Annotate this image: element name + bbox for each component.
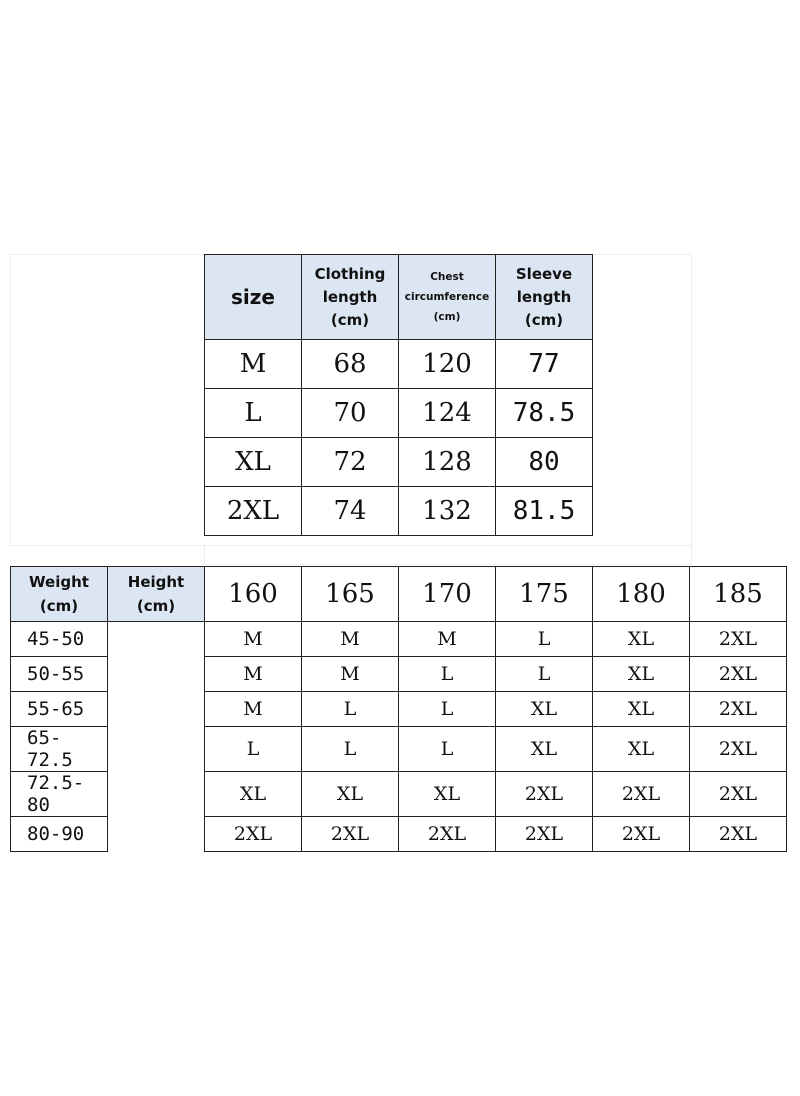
header-height-line2: (cm) [136, 597, 176, 615]
size-cell: M [205, 692, 302, 727]
size-cell: XL [205, 772, 302, 817]
header-chest [399, 255, 496, 340]
size-cell: L [205, 389, 302, 438]
chest-cell: 124 [399, 389, 496, 438]
size-cell: L [496, 657, 593, 692]
header-height-value: 180 [593, 567, 690, 622]
height-spacer-cell [108, 772, 205, 817]
size-cell: XL [593, 657, 690, 692]
size-row [205, 487, 593, 536]
size-chart-header-row [205, 255, 593, 340]
recommendation-row [11, 622, 787, 657]
length-cell: 68 [302, 340, 399, 389]
size-cell: L [302, 692, 399, 727]
recommendation-row [11, 817, 787, 852]
sleeve-cell: 78.5 [496, 389, 593, 438]
size-cell: M [302, 622, 399, 657]
header-weight [11, 567, 108, 622]
header-height-value: 165 [302, 567, 399, 622]
size-cell: 2XL [690, 622, 787, 657]
size-cell: 2XL [302, 817, 399, 852]
size-row [205, 438, 593, 487]
header-sleeve-line1: Sleeve [515, 264, 573, 283]
header-sleeve-length [496, 255, 593, 340]
length-cell: 74 [302, 487, 399, 536]
recommendation-header-row [11, 567, 787, 622]
weight-cell: 80-90 [11, 817, 108, 852]
height-spacer-cell [108, 817, 205, 852]
header-height-value: 160 [205, 567, 302, 622]
size-recommendation-table [10, 566, 787, 852]
header-sleeve-line3: (cm) [524, 310, 564, 329]
header-chest-line3: (cm) [433, 311, 461, 323]
size-cell: M [205, 340, 302, 389]
size-cell: 2XL [496, 772, 593, 817]
recommendation-row [11, 727, 787, 772]
size-cell: 2XL [690, 657, 787, 692]
weight-cell: 65-72.5 [11, 727, 108, 772]
header-sleeve-line2: length [516, 287, 572, 306]
height-spacer-cell [108, 692, 205, 727]
size-cell: XL [399, 772, 496, 817]
chest-cell: 132 [399, 487, 496, 536]
size-cell: 2XL [593, 772, 690, 817]
height-spacer-cell [108, 622, 205, 657]
size-cell: XL [496, 692, 593, 727]
weight-cell: 55-65 [11, 692, 108, 727]
header-height-value: 185 [690, 567, 787, 622]
header-clothing-length-line1: Clothing [314, 264, 386, 283]
size-cell: 2XL [593, 817, 690, 852]
size-cell: 2XL [205, 487, 302, 536]
size-cell: M [205, 657, 302, 692]
chest-cell: 128 [399, 438, 496, 487]
header-height-line1: Height [127, 573, 185, 591]
size-cell: XL [593, 622, 690, 657]
header-height-value: 175 [496, 567, 593, 622]
sleeve-cell: 77 [496, 340, 593, 389]
size-cell: 2XL [690, 817, 787, 852]
size-cell: L [399, 657, 496, 692]
size-cell: M [399, 622, 496, 657]
recommendation-row [11, 657, 787, 692]
background-frame-gap [204, 544, 692, 565]
sleeve-cell: 80 [496, 438, 593, 487]
size-cell: 2XL [690, 727, 787, 772]
header-height [108, 567, 205, 622]
weight-cell: 45-50 [11, 622, 108, 657]
size-cell: M [205, 622, 302, 657]
size-cell: L [496, 622, 593, 657]
header-size: size [205, 255, 302, 340]
header-clothing-length [302, 255, 399, 340]
size-cell: L [399, 692, 496, 727]
size-cell: M [302, 657, 399, 692]
header-weight-line2: (cm) [39, 597, 79, 615]
header-weight-line1: Weight [29, 573, 89, 591]
sleeve-cell: 81.5 [496, 487, 593, 536]
size-chart-table [204, 254, 593, 536]
size-cell: XL [593, 692, 690, 727]
height-spacer-cell [108, 657, 205, 692]
header-clothing-length-line3: (cm) [330, 310, 370, 329]
size-cell: 2XL [496, 817, 593, 852]
height-spacer-cell [108, 727, 205, 772]
size-cell: 2XL [205, 817, 302, 852]
recommendation-row [11, 692, 787, 727]
size-cell: L [399, 727, 496, 772]
length-cell: 72 [302, 438, 399, 487]
recommendation-row [11, 772, 787, 817]
size-row [205, 389, 593, 438]
length-cell: 70 [302, 389, 399, 438]
size-cell: 2XL [399, 817, 496, 852]
header-chest-line2: circumference [404, 291, 490, 303]
size-cell: XL [205, 438, 302, 487]
size-cell: L [302, 727, 399, 772]
size-cell: XL [496, 727, 593, 772]
size-cell: XL [593, 727, 690, 772]
size-row [205, 340, 593, 389]
weight-cell: 72.5-80 [11, 772, 108, 817]
size-cell: 2XL [690, 772, 787, 817]
header-clothing-length-line2: length [322, 287, 378, 306]
weight-cell: 50-55 [11, 657, 108, 692]
size-cell: 2XL [690, 692, 787, 727]
size-cell: XL [302, 772, 399, 817]
header-chest-line1: Chest [430, 271, 464, 283]
chest-cell: 120 [399, 340, 496, 389]
header-height-value: 170 [399, 567, 496, 622]
size-cell: L [205, 727, 302, 772]
